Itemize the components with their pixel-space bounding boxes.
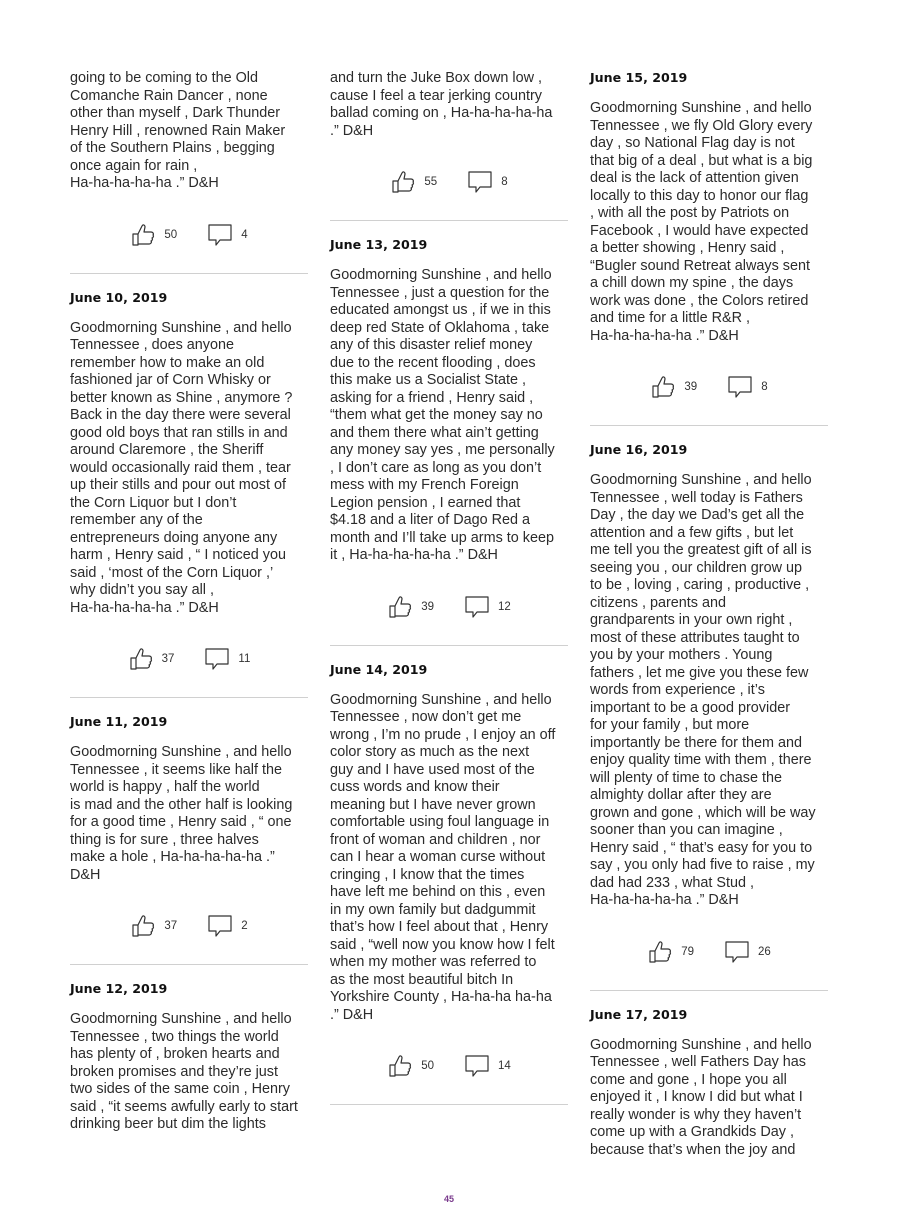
speech-bubble-icon <box>207 222 233 248</box>
like-count: 39 <box>421 600 434 613</box>
post-date: June 17, 2019 <box>590 1006 688 1022</box>
like-button[interactable] <box>390 169 437 195</box>
column-2 <box>330 70 568 1121</box>
reactions-bar <box>330 1046 568 1086</box>
post-divider <box>590 425 828 426</box>
comment-count: 8 <box>501 176 508 188</box>
comment-count: 14 <box>498 1060 511 1072</box>
reactions-bar <box>590 932 828 972</box>
like-button[interactable] <box>387 1053 434 1079</box>
post-date: June 12, 2019 <box>70 981 168 996</box>
speech-bubble-icon <box>207 913 233 939</box>
post-text: Goodmorning Sunshine , and hello Tennessee , two things the world has plenty of , broken hearts and broken promises and they’re just two sides of the same coin , Henry said , “it seems awfully early to start drinking beer but dim the lights <box>70 1011 298 1132</box>
post-text: Goodmorning Sunshine , and hello Tennessee , now don’t get me wrong , I’m no prude , I enjoy an off color story as much as the next guy and I have used most of the cuss words and know their meaning but I have never grown comfortable using foul language in front of woman and children , nor can I hear a woman curse without cringing , I know that the times have left me behind on this , even in my own family but dadgummit that’s how I feel about that , Henry said , “well now you know how I felt when my mother was referred to as the most beautiful bitch In Yorkshire County , Ha-ha-ha ha-ha .” D&H <box>330 691 556 1023</box>
post-text: Goodmorning Sunshine , and hello Tennessee , we fly Old Glory every day , so National Flag day is not that big of a deal , but what is a big deal is the lack of attention given locally to this day to honor our flag , with all the post by Patriots on Facebook , I would have expected a better showing , Henry said , “Bugler sound Retreat always sent a chill down my spine , the days work was done , the Colors retired and time for a little R&R , Ha-ha-ha-ha-ha .” D&H <box>590 100 813 344</box>
thumbs-up-icon <box>130 913 156 939</box>
post-divider <box>70 697 308 698</box>
like-button[interactable] <box>130 222 177 248</box>
comment-count: 12 <box>498 600 511 613</box>
post-text: Goodmorning Sunshine , and hello Tennessee , does anyone remember how to make an old fashioned jar of Corn Whisky or better known as Shine , anymore ? Back in the day there were several good old boys that ran stills in and around Claremore , the Sheriff would occasionally raid them , tear up their stills and pour out most of the Corn Liquor but I don’t remember any of the entrepreneurs doing anyone any harm , Henry said , “ I noticed you said , ‘most of the Corn Liquor ,’ why didn’t you say all , Ha-ha-ha-ha-ha .” D&H <box>70 319 293 616</box>
comment-button[interactable] <box>207 913 247 939</box>
reactions-bar <box>330 587 568 627</box>
post-divider <box>590 990 828 991</box>
post-june-11 <box>70 714 308 946</box>
post-date: June 16, 2019 <box>590 442 688 457</box>
like-button[interactable] <box>647 939 694 965</box>
like-count: 37 <box>161 653 175 665</box>
like-count: 37 <box>164 920 178 932</box>
post-date: June 13, 2019 <box>330 237 428 252</box>
post-june-15 <box>590 70 828 407</box>
thumbs-up-icon <box>387 1053 413 1079</box>
post-date: June 15, 2019 <box>590 70 688 85</box>
post-text-continued: going to be coming to the Old Comanche Rain Dancer , none other than myself , Dark Thunder Henry Hill , renowned Rain Maker of the Southern Plains , begging once again for rain , Ha-ha-ha-ha-ha .” D&H <box>70 70 286 191</box>
post-text: Goodmorning Sunshine , and hello Tennessee , it seems like half the world is happy , half the world is mad and the other half is looking for a good time , Henry said , “ one thing is for sure , three halves make a hole , Ha-ha-ha-ha-ha .” D&H <box>70 744 293 883</box>
post-divider <box>330 1104 568 1105</box>
comment-button[interactable] <box>204 646 250 672</box>
comment-button[interactable] <box>207 222 247 248</box>
thumbs-up-icon <box>387 594 413 620</box>
like-button[interactable] <box>128 646 175 672</box>
post-date: June 14, 2019 <box>330 661 428 677</box>
like-count: 50 <box>164 228 178 241</box>
post-june-12 <box>70 981 308 1134</box>
comment-count: 11 <box>238 653 251 665</box>
post-june-10 <box>70 290 308 680</box>
like-count: 39 <box>684 381 698 393</box>
reactions-bar <box>70 215 308 255</box>
post-divider <box>330 220 568 221</box>
speech-bubble-icon <box>467 169 493 195</box>
speech-bubble-icon <box>724 939 750 965</box>
comment-count: 8 <box>761 381 768 393</box>
column-1 <box>70 70 308 1134</box>
post-text: Goodmorning Sunshine , and hello Tennessee , well Fathers Day has come and gone , I hope you all enjoyed it , I know I did but what I really wonder is why they haven’t come up with a Grandkids Day , because that’s when the joy and <box>590 1036 812 1158</box>
thumbs-up-icon <box>128 646 154 672</box>
reactions-bar <box>330 162 568 202</box>
like-button[interactable] <box>130 913 177 939</box>
reactions-bar <box>70 906 308 946</box>
post-june-16 <box>590 442 828 972</box>
comment-button[interactable] <box>464 594 511 620</box>
speech-bubble-icon <box>464 594 490 620</box>
speech-bubble-icon <box>204 646 230 672</box>
like-count: 55 <box>424 176 438 188</box>
speech-bubble-icon <box>464 1053 490 1079</box>
post-june-14 <box>330 662 568 1087</box>
thumbs-up-icon <box>130 222 156 248</box>
like-count: 79 <box>681 945 694 958</box>
comment-count: 26 <box>758 945 771 958</box>
thumbs-up-icon <box>390 169 416 195</box>
thumbs-up-icon <box>650 374 676 400</box>
thumbs-up-icon <box>647 939 673 965</box>
post-date: June 10, 2019 <box>70 289 168 305</box>
reactions-bar <box>70 639 308 679</box>
page-number: 45 <box>443 1194 454 1204</box>
post-june-17 <box>590 1007 828 1160</box>
post-text: Goodmorning Sunshine , and hello Tennessee , well today is Fathers Day , the day we Dad’s get all the attention and a few gifts , but let me tell you the greatest gift of all is seeing you , our children grow up to be , loving , caring , productive , citizens , parents and grandparents in your own right , most of these attributes taught to you by your mothers . Young fathers , let me give you these few words from experience , it’s important to be a good provider for your family , but more importantly be there for them and enjoy quality time with them , there will plenty of time to chase the almighty dollar after they are grown and gone , which will be way sooner than you can imagine , Henry said , “ that’s easy for you to say , you only had five to raise , my dad had 233 , what Stud , Ha-ha-ha-ha-ha .” D&H <box>590 472 816 908</box>
post-date: June 11, 2019 <box>70 714 168 729</box>
post-divider <box>70 964 308 965</box>
comment-count: 4 <box>241 228 248 241</box>
post-text: Goodmorning Sunshine , and hello Tennessee , just a question for the educated amongst us , if we in this deep red State of Oklahoma , take any of this disaster relief money due to the recent flooding , does this make us a Socialist State , asking for a friend , Henry said , “them what get the money say no and them there what ain’t getting any money say yes , me personally , I don’t care as long as you don’t mess with my French Foreign Legion pension , I earned that $4.18 and a liter of Dago Red a month and I’ll take up arms to keep it , Ha-ha-ha-ha-ha .” D&H <box>330 267 555 563</box>
comment-button[interactable] <box>727 374 767 400</box>
comment-button[interactable] <box>724 939 771 965</box>
post-divider <box>70 273 308 274</box>
like-button[interactable] <box>387 594 434 620</box>
comment-button[interactable] <box>464 1053 511 1079</box>
post-text-continued: and turn the Juke Box down low , cause I feel a tear jerking country ballad coming on , Ha-ha-ha-ha-ha .” D&H <box>330 70 553 139</box>
like-button[interactable] <box>650 374 697 400</box>
like-count: 50 <box>421 1060 434 1072</box>
post-divider <box>330 645 568 646</box>
column-3 <box>590 70 828 1159</box>
comment-button[interactable] <box>467 169 507 195</box>
speech-bubble-icon <box>727 374 753 400</box>
comment-count: 2 <box>241 920 248 932</box>
reactions-bar <box>590 367 828 407</box>
post-june-13 <box>330 237 568 627</box>
